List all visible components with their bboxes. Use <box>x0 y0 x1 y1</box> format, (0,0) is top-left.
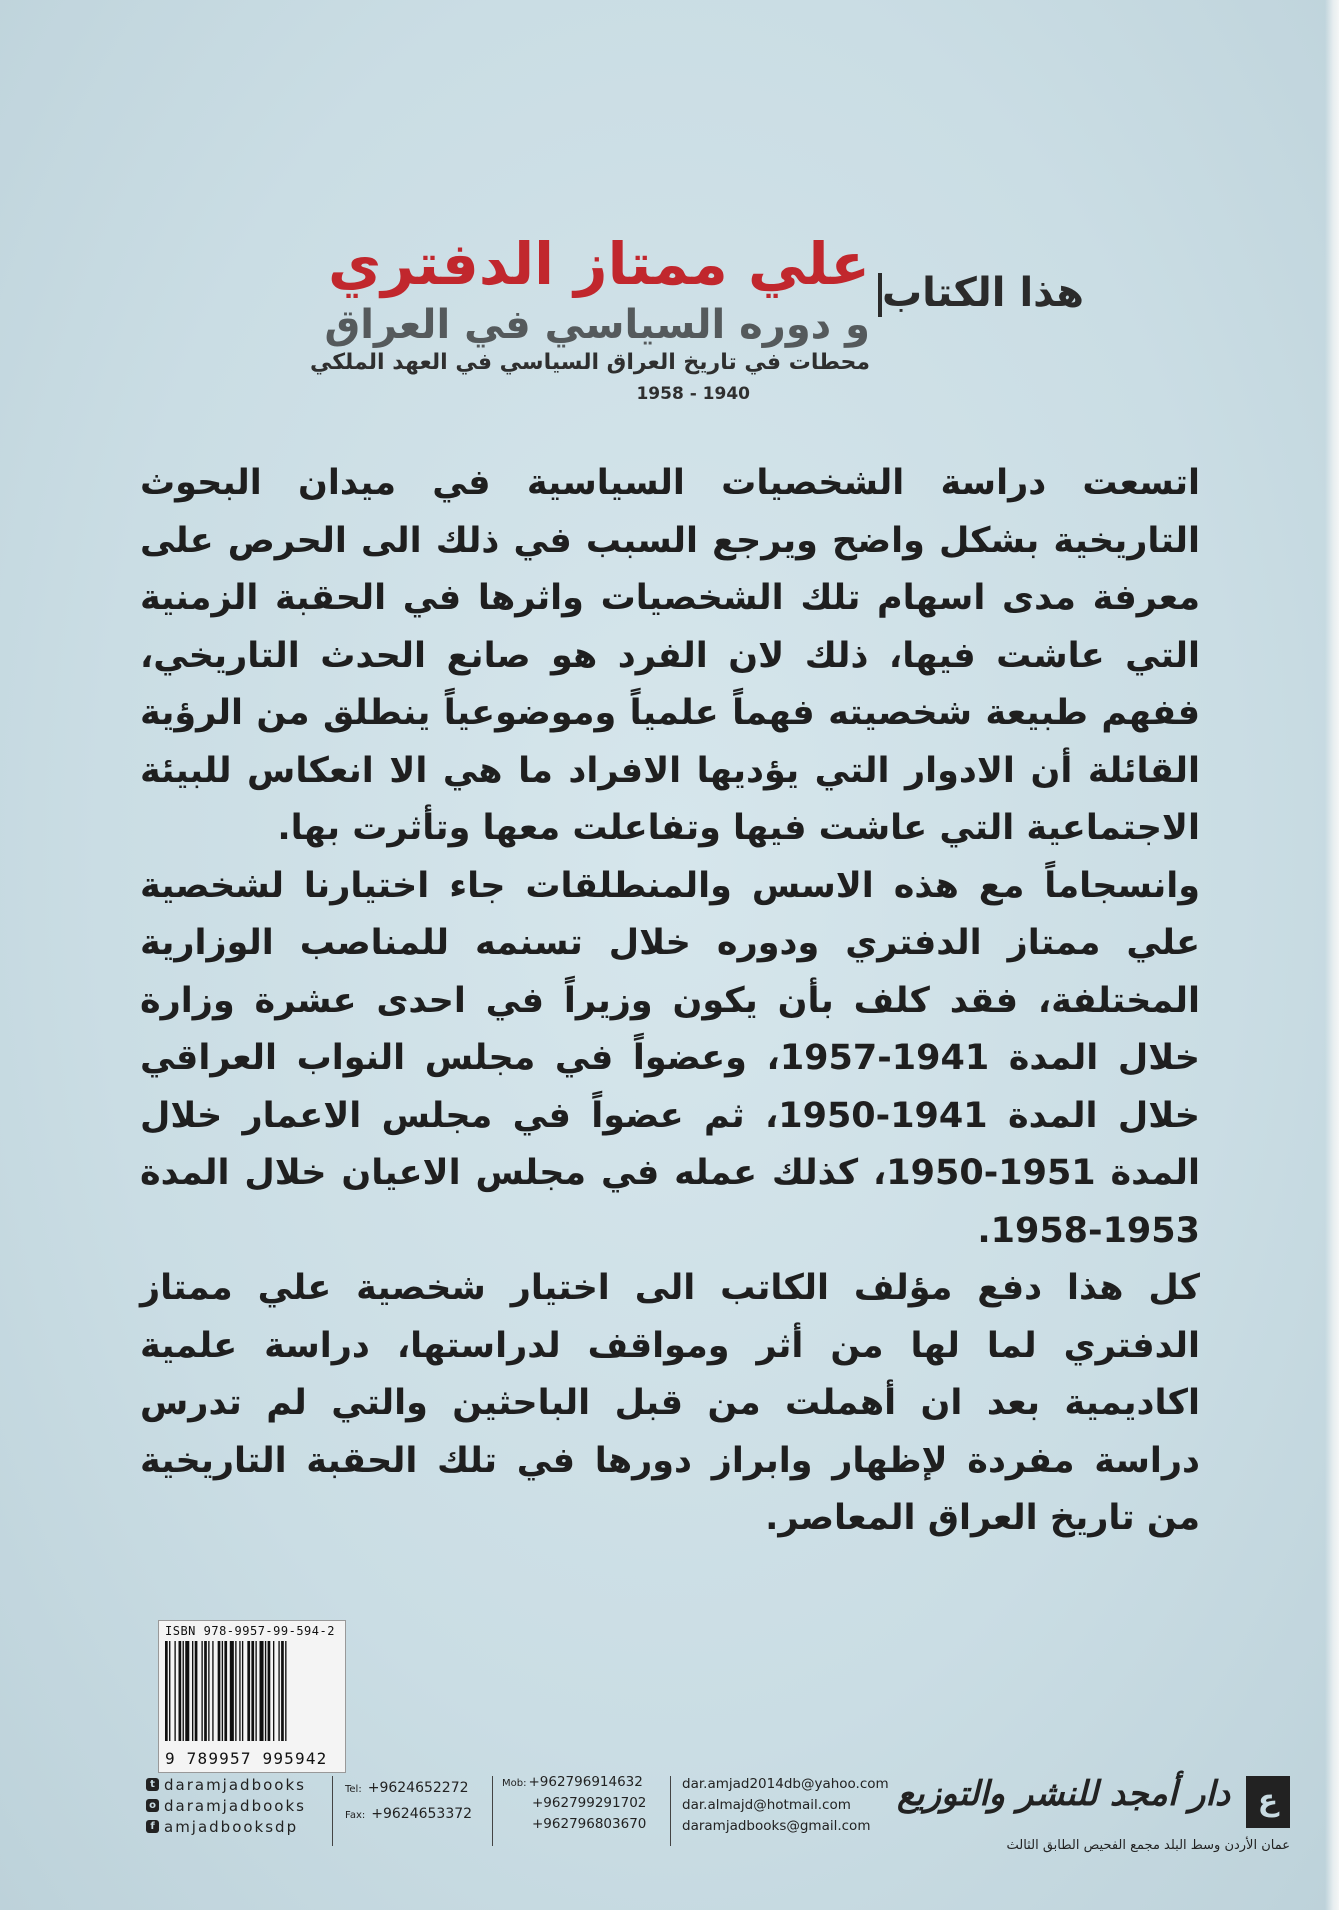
tel-label: Tel: <box>345 1784 362 1795</box>
book-subtitle: و دوره السياسي في العراق <box>324 302 870 348</box>
twitter-icon: t <box>146 1778 159 1791</box>
email-row[interactable]: dar.almajd@hotmail.com <box>682 1797 851 1813</box>
fax-row <box>345 1806 472 1832</box>
cover-edge <box>1325 0 1339 1910</box>
tel-row <box>345 1780 472 1806</box>
instagram-icon: o <box>146 1799 159 1812</box>
mobile-number[interactable]: +962796914632 <box>528 1774 643 1790</box>
social-links <box>146 1774 326 1837</box>
blurb-text <box>140 455 1200 1548</box>
barcode-bars <box>165 1641 339 1741</box>
title-block <box>300 230 1100 420</box>
blurb-paragraph-3: كل هذا دفع مؤلف الكاتب الى اختيار شخصية علي ممتاز الدفتري لما لها من أثر ومواقف لدراستها، دراسة علمية اكاديمية بعد ان أهملت من قبل الباحثين والتي لم تدرس دراسة مفردة لإظهار وابراز دورها في تلك الحقبة التاريخية من تاريخ العراق المعاصر. <box>140 1268 1200 1538</box>
book-tagline: محطات في تاريخ العراق السياسي في العهد الملكي <box>310 350 870 375</box>
mobile-numbers <box>502 1774 646 1837</box>
tel-number[interactable]: +9624652272 <box>367 1780 469 1796</box>
social-handle: amjadbooksdp <box>164 1817 299 1836</box>
facebook-icon: f <box>146 1820 159 1833</box>
social-row-facebook[interactable] <box>146 1816 326 1837</box>
fax-number: +9624653372 <box>371 1806 473 1822</box>
social-row-twitter[interactable] <box>146 1774 326 1795</box>
isbn-barcode <box>158 1620 346 1773</box>
mobile-number[interactable]: +962799291702 <box>532 1795 647 1811</box>
mobile-row <box>502 1795 646 1816</box>
mobile-row <box>502 1774 646 1795</box>
publisher-footer <box>140 1774 1310 1884</box>
publisher-emblem-icon: ع <box>1246 1776 1290 1828</box>
blurb-paragraph-1: اتسعت دراسة الشخصيات السياسية في ميدان البحوث التاريخية بشكل واضح ويرجع السبب في ذلك الى الحرص على معرفة مدى اسهام تلك الشخصيات واثرها في الحقبة الزمنية التي عاشت فيها، ذلك لان الفرد هو صانع الحدث التاريخي، ففهم طبيعة شخصيته فهماً علمياً وموضوعياً ينطلق من الرؤية القائلة أن الادوار التي يؤديها الافراد ما هي الا انعكاس للبيئة الاجتماعية التي عاشت فيها وتفاعلت معها وتأثرت بها. <box>140 463 1200 848</box>
mobile-row <box>502 1816 646 1837</box>
social-handle: daramjadbooks <box>164 1796 306 1815</box>
divider <box>492 1776 493 1846</box>
mob-label: Mob: <box>502 1778 527 1789</box>
this-book-text: هذا الكتاب <box>881 270 1084 316</box>
publisher-logo <box>897 1774 1300 1874</box>
publisher-name: دار أمجد للنشر والتوزيع <box>897 1774 1230 1814</box>
phone-numbers <box>345 1780 472 1832</box>
divider <box>670 1776 671 1846</box>
blurb-paragraph-2: وانسجاماً مع هذه الاسس والمنطلقات جاء اختيارنا لشخصية علي ممتاز الدفتري ودوره خلال تسنمه للمناصب الوزارية المختلفة، فقد كلف بأن يكون وزيراً في احدى عشرة وزارة خلال المدة 1941-1957، وعضواً في مجلس النواب العراقي خلال المدة 1941-1950، ثم عضواً في مجلس الاعمار خلال المدة 1951-1950، كذلك عمله في مجلس الاعيان خلال المدة 1953-1958. <box>140 865 1200 1251</box>
barcode-digits: 9 789957 995942 <box>165 1749 328 1768</box>
email-row[interactable]: dar.amjad2014db@yahoo.com <box>682 1776 889 1792</box>
isbn-number: ISBN 978-9957-99-594-2 <box>165 1624 335 1638</box>
fax-label: Fax: <box>345 1810 366 1821</box>
this-book-label <box>868 270 1084 317</box>
publisher-address: عمان الأردن وسط البلد مجمع الفحيص الطابق الثالث <box>1006 1838 1290 1853</box>
social-handle: daramjadbooks <box>164 1775 306 1794</box>
divider <box>332 1776 333 1846</box>
book-title: علي ممتاز الدفتري <box>327 230 870 298</box>
book-years: 1958 - 1940 <box>636 384 750 404</box>
social-row-instagram[interactable] <box>146 1795 326 1816</box>
email-addresses <box>682 1776 889 1839</box>
mobile-number[interactable]: +962796803670 <box>532 1816 647 1832</box>
email-row[interactable]: daramjadbooks@gmail.com <box>682 1818 871 1834</box>
